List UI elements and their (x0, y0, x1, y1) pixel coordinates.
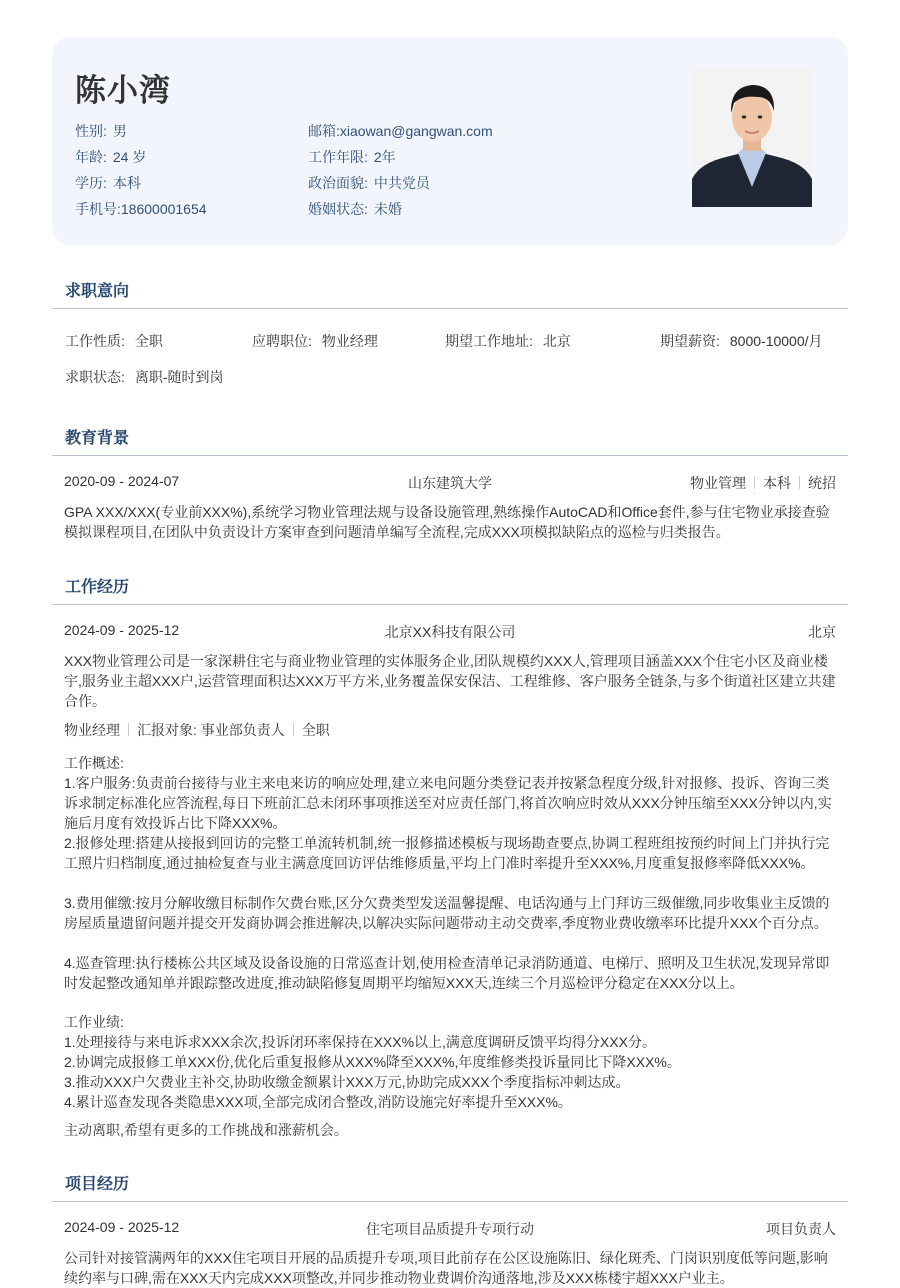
work-achievement-item-3: 3.推动XXX户欠费业主补交,协助收缴金额累计XXX万元,协助完成XXX个季度指标冲刺达成。 (64, 1074, 630, 1090)
section-divider (52, 1201, 848, 1202)
degree-field: 学历: 本科 (75, 175, 141, 191)
person-portrait-icon (692, 67, 812, 207)
job-type-field: 工作性质: 全职 (65, 333, 163, 349)
company-name: 北京XX科技有限公司 (384, 624, 516, 640)
job-status-field: 求职状态: 离职-随时到岗 (65, 369, 224, 385)
education-period: 2020-09 - 2024-07 (64, 473, 180, 489)
section-title-job-intention: 求职意向 (65, 283, 130, 300)
section-title-education: 教育背景 (65, 430, 130, 447)
tag-separator (293, 723, 294, 736)
tag-separator (128, 723, 129, 736)
work-overview-item-3: 3.费用催缴:按月分解收缴目标制作欠费台账,区分欠费类型发送温馨提醒、电话沟通与上门拜访三级催缴,同步收集业主反馈的房屋质量遗留问题并提交开发商协调会推进解决,以解决实际问题带动主动交费率,季度物业费收缴率环比提升XXX个百分点。 (64, 895, 830, 931)
work-overview-title: 工作概述: (64, 755, 124, 771)
work-achievement-item-2: 2.协调完成报修工单XXX份,优化后重复报修从XXX%降至XXX%,年度维修类投诉量同比下降XXX%。 (64, 1054, 681, 1070)
education-tags: 物业管理 本科 统招 (690, 475, 836, 491)
project-description: 公司针对接管满两年的XXX住宅项目开展的品质提升专项,项目此前存在公区设施陈旧、绿化斑秃、门岗识别度低等问题,影响续约率与口碑,需在XXX天内完成XXX项整改,并同步推动物业费调价沟通落地,涉及XXX栋楼宇超XXX户业主。 (64, 1250, 828, 1286)
work-overview-item-1: 1.客户服务:负责前台接待与业主来电来访的响应处理,建立来电问题分类登记表并按紧急程度分级,针对报修、投诉、咨询三类诉求制定标准化应答流程,每日下班前汇总未闭环事项推送至对应责任部门,将首次响应时效从XXX分钟压缩至XXX分钟以内,实施后月度有效投诉占比下降XXX%。 (64, 775, 832, 831)
position-field: 应聘职位: 物业经理 (252, 333, 378, 349)
marital-status-field: 婚姻状态: 未婚 (308, 201, 402, 217)
work-overview-item-4: 4.巡查管理:执行楼栋公共区域及设备设施的日常巡查计划,使用检查清单记录消防通道、电梯厅、照明及卫生状况,发现异常即时发起整改通知单并跟踪整改进度,推动缺陷修复周期平均缩短XXX天,连续三个月巡检评分稳定在XXX分以上。 (64, 955, 830, 991)
section-title-work: 工作经历 (65, 579, 130, 596)
leave-reason: 主动离职,希望有更多的工作挑战和涨薪机会。 (64, 1122, 348, 1138)
salary-field: 期望薪资: 8000-10000/月 (660, 333, 823, 349)
tag-separator (754, 476, 755, 489)
work-achievement-item-1: 1.处理接待与来电诉求XXX余次,投诉闭环率保持在XXX%以上,满意度调研反馈平均得分XXX分。 (64, 1034, 656, 1050)
section-divider (52, 604, 848, 605)
project-name: 住宅项目品质提升专项行动 (366, 1221, 534, 1237)
profile-card (52, 37, 848, 245)
email-link[interactable]: xiaowan@gangwan.com (339, 123, 493, 139)
section-title-project: 项目经历 (65, 1176, 130, 1193)
work-achievement-item-4: 4.累计巡查发现各类隐患XXX项,全部完成闭合整改,消防设施完好率提升至XXX%。 (64, 1094, 572, 1110)
work-years-field: 工作年限: 2年 (308, 149, 396, 165)
project-period: 2024-09 - 2025-12 (64, 1219, 180, 1235)
gender-field: 性别: 男 (75, 123, 127, 139)
section-divider (52, 308, 848, 309)
section-divider (52, 455, 848, 456)
profile-photo (692, 67, 812, 207)
education-description: GPA XXX/XXX(专业前XXX%),系统学习物业管理法规与设备设施管理,熟练操作AutoCAD和Office套件,参与住宅物业承接查验模拟课程项目,在团队中负责设计方案审查到问题清单编写全流程,完成XXX项模拟缺陷点的巡检与归类报告。 (64, 504, 830, 540)
candidate-name: 陈小湾 (75, 73, 171, 108)
project-role: 项目负责人 (766, 1221, 836, 1237)
tag-separator (799, 476, 800, 489)
school-name: 山东建筑大学 (408, 475, 492, 491)
age-field: 年龄: 24 岁 (75, 149, 147, 165)
phone-field: 手机号:18600001654 (75, 201, 207, 217)
work-city: 北京 (808, 624, 836, 640)
work-overview-item-2: 2.报修处理:搭建从接报到回访的完整工单流转机制,统一报修描述模板与现场勘查要点,协调工程班组按预约时间上门并执行完工照片归档制度,通过抽检复查与业主满意度回访评估维修质量,平均上门准时率提升至XXX%,月度重复报修率降低XXX%。 (64, 835, 830, 871)
company-description: XXX物业管理公司是一家深耕住宅与商业物业管理的实体服务企业,团队规模约XXX人,管理项目涵盖XXX个住宅小区及商业楼宇,服务业主超XXX户,运营管理面积达XXX万平方米,业务覆盖保安保洁、工程维修、客户服务全链条,与多个街道社区建立共建合作。 (64, 653, 836, 709)
political-status-field: 政治面貌: 中共党员 (308, 175, 430, 191)
work-achievement-title: 工作业绩: (64, 1014, 124, 1030)
email-field: 邮箱:xiaowan@gangwan.com (308, 123, 493, 139)
location-field: 期望工作地址: 北京 (445, 333, 571, 349)
work-tags: 物业经理 汇报对象: 事业部负责人 全职 (64, 722, 330, 738)
work-period: 2024-09 - 2025-12 (64, 622, 180, 638)
